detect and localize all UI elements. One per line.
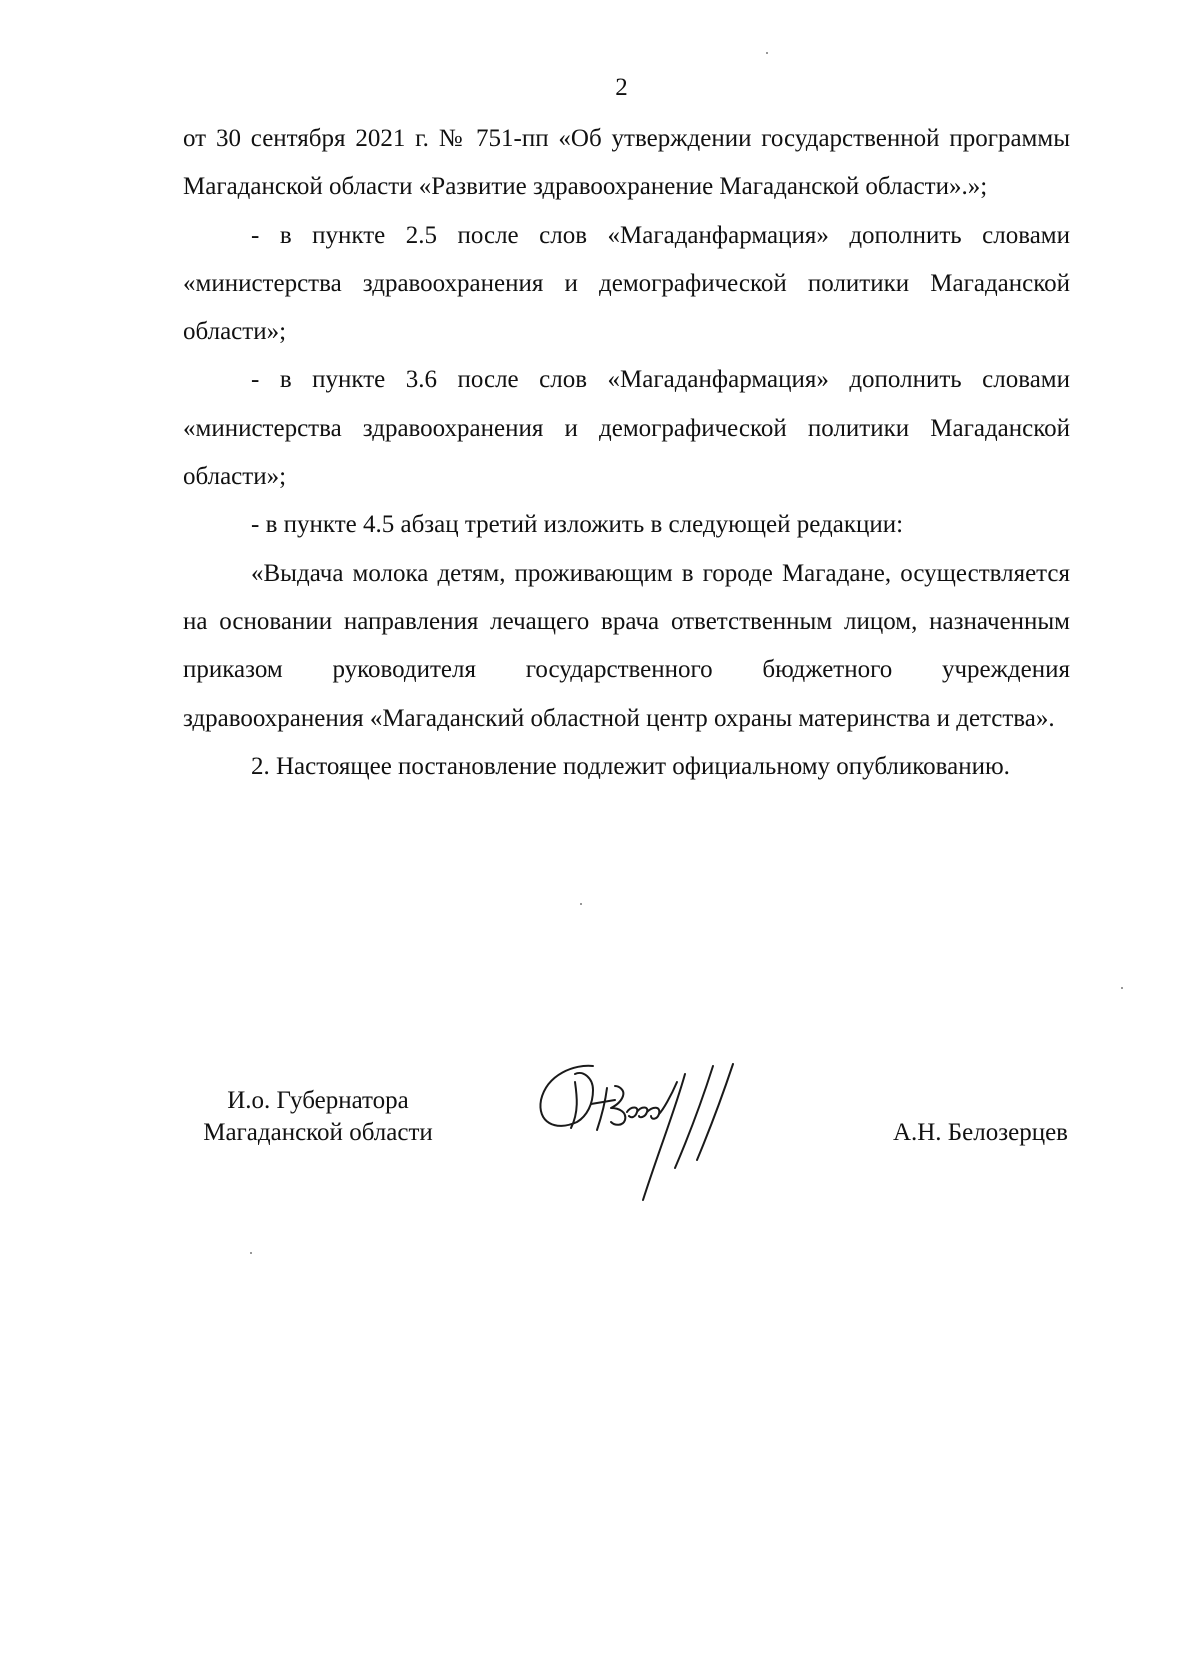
paragraph: от 30 сентября 2021 г. № 751-пп «Об утверждении государственной программы Магаданской области «Развитие здравоохранение Магаданской области».»; xyxy=(183,125,1070,201)
paragraph: «Выдача молока детям, проживающим в городе Магадане, осуществляется на основании направления лечащего врача ответственным лицом, назначенным приказом руководителя государственного бюджетного учреждения здравоохранения «Магаданский областной центр охраны материнства и детства». xyxy=(183,559,1070,732)
page-number: 2 xyxy=(615,74,628,101)
handwritten-signature xyxy=(535,1060,775,1217)
paragraph: - в пункте 2.5 после слов «Магаданфармация» дополнить словами «министерства здравоохранения и демографической политики Магаданской области»; xyxy=(183,221,1070,346)
paragraph: - в пункте 4.5 абзац третий изложить в следующей редакции: xyxy=(251,511,904,539)
scan-speck xyxy=(1121,987,1123,989)
signatory-name: А.Н. Белозерцев xyxy=(892,1119,1068,1146)
signature-block xyxy=(0,1085,1200,1235)
signatory-position-line: Магаданской области xyxy=(203,1119,433,1146)
signatory-position-line: И.о. Губернатора xyxy=(227,1087,409,1114)
paragraph: - в пункте 3.6 после слов «Магаданфармация» дополнить словами «министерства здравоохранения и демографической политики Магаданской области»; xyxy=(183,366,1070,491)
scan-speck xyxy=(580,903,582,905)
paragraph: 2. Настоящее постановление подлежит официальному опубликованию. xyxy=(251,752,1010,780)
signature-drawing xyxy=(535,1060,775,1210)
signatory-position xyxy=(183,1085,453,1149)
scan-speck xyxy=(766,52,768,54)
scan-speck xyxy=(250,1252,252,1254)
document-body xyxy=(183,115,1070,791)
